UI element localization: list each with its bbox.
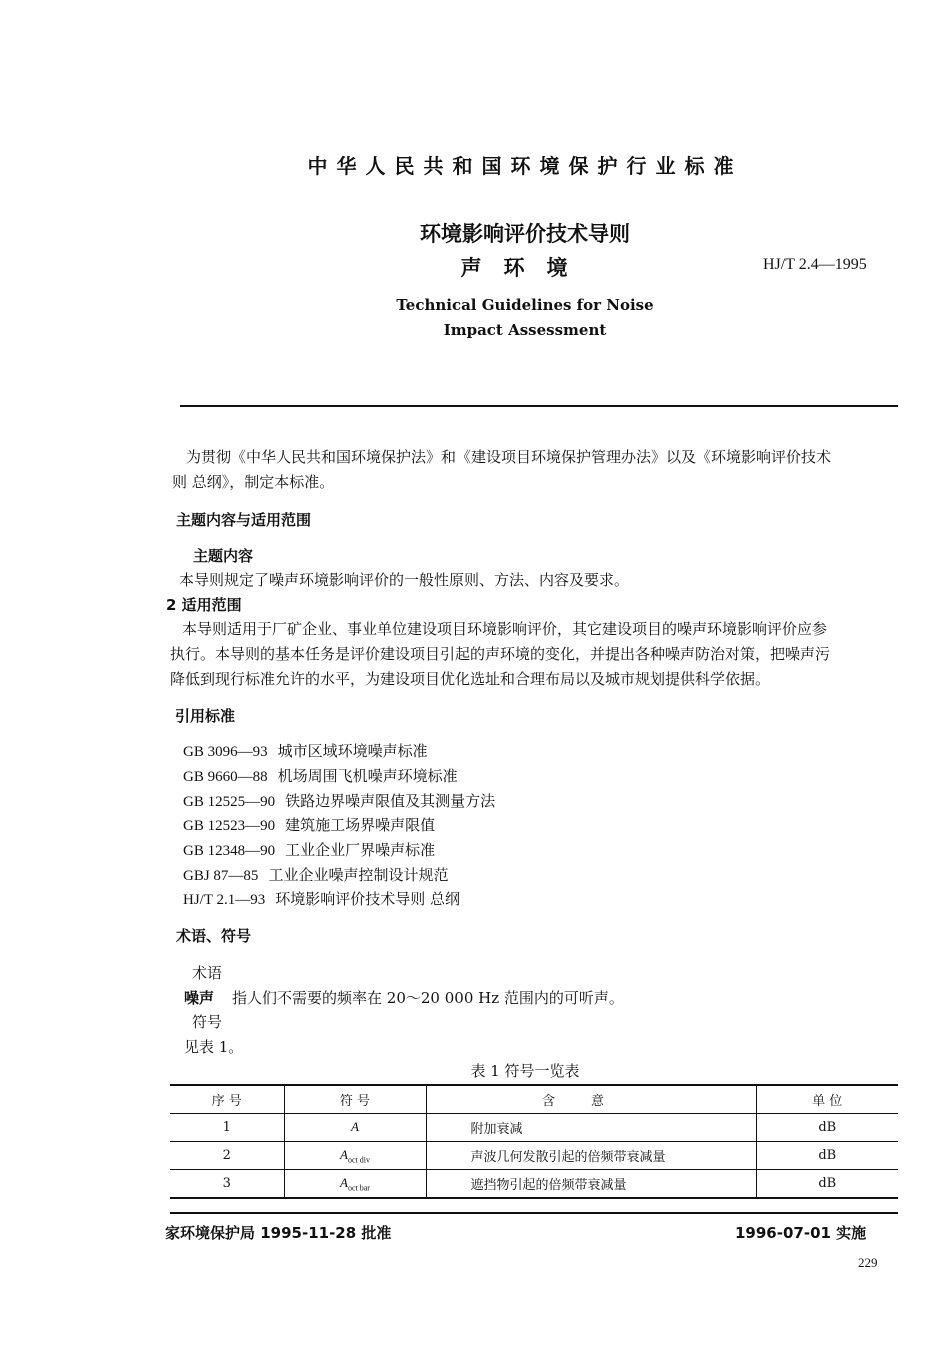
reference-title: 城市区域环境噪声标准	[277, 742, 428, 760]
reference-code: HJ/T 2.1—93	[183, 892, 266, 908]
header-no: 序 号	[211, 1094, 242, 1109]
section1-sub1-text: 本导则规定了噪声环境影响评价的一般性原则、方法、内容及要求。	[179, 571, 630, 589]
table-row	[170, 1170, 898, 1199]
reference-code: GB 9660—88	[183, 769, 268, 785]
table-header-row	[170, 1085, 898, 1114]
intro-line2: 则 总纲》，制定本标准。	[172, 473, 335, 491]
term-heading: 术语	[192, 964, 223, 982]
header-unit: 单 位	[756, 1085, 898, 1114]
standard-number: HJ/T 2.4—1995	[763, 256, 867, 273]
reference-title: 工业企业噪声控制设计规范	[268, 866, 449, 884]
reference-item	[183, 888, 460, 909]
reference-code: GB 12348—90	[183, 843, 276, 859]
cell-symbol: $A_{oct div}$	[284, 1142, 426, 1170]
document-title: 环境影响评价技术导则	[420, 222, 630, 246]
symbol-reference: 见表 1。	[184, 1038, 244, 1056]
section1-sub2-line3: 降低到现行标准允许的水平，为建设项目优化选址和合理布局以及城市规划提供科学依据。	[170, 670, 771, 688]
page-number: 229	[858, 1255, 878, 1270]
cell-meaning: 附加衰减	[426, 1114, 756, 1142]
section1-sub2-heading: 2 适用范围	[166, 596, 242, 614]
header-symbol: 符 号	[284, 1085, 426, 1114]
reference-item	[183, 839, 435, 860]
reference-code: GB 3096—93	[183, 744, 268, 760]
reference-title: 环境影响评价技术导则 总纲	[275, 890, 461, 908]
symbol-heading: 符号	[192, 1013, 223, 1031]
reference-code: GB 12523—90	[183, 818, 276, 834]
reference-item	[183, 765, 458, 786]
section1-heading: 主题内容与适用范围	[176, 511, 312, 529]
reference-item	[183, 790, 495, 811]
cell-symbol: A	[284, 1114, 426, 1142]
symbol-table	[170, 1084, 898, 1199]
term-entry	[184, 987, 624, 1008]
table-caption: 表 1 符号一览表	[470, 1062, 580, 1080]
reference-item	[183, 864, 448, 885]
reference-title: 机场周围飞机噪声环境标准	[277, 767, 458, 785]
cell-symbol: $A_{oct bar}$	[284, 1170, 426, 1199]
cell-meaning: 遮挡物引起的倍频带衰减量	[426, 1170, 756, 1199]
header-meaning: 含意	[426, 1085, 756, 1114]
cell-meaning: 声波几何发散引起的倍频带衰减量	[426, 1142, 756, 1170]
reference-code: GB 12525—90	[183, 794, 276, 810]
effective-date: 1996-07-01 实施	[735, 1224, 867, 1242]
table-row	[170, 1114, 898, 1142]
cell-no: 2	[222, 1148, 231, 1163]
reference-item	[183, 814, 435, 835]
section2-heading: 引用标准	[175, 707, 236, 725]
reference-title: 铁路边界噪声限值及其测量方法	[285, 792, 496, 810]
reference-title: 建筑施工场界噪声限值	[285, 816, 436, 834]
reference-title: 工业企业厂界噪声标准	[285, 841, 436, 859]
intro-line1: 为贯彻《中华人民共和国环境保护法》和《建设项目环境保护管理办法》以及《环境影响评价技术	[186, 448, 832, 466]
document-subtitle: 声环境	[460, 256, 590, 280]
approval-line: 家环境保护局 1995-11-28 批准	[165, 1224, 392, 1242]
english-title-line1: Technical Guidelines for Noise	[396, 296, 654, 314]
header-divider	[180, 405, 898, 407]
section1-sub2-line2: 执行。本导则的基本任务是评价建设项目引起的声环境的变化，并提出各种噪声防治对策，把噪声污	[170, 645, 831, 663]
english-title-line2: Impact Assessment	[443, 321, 607, 339]
section1-sub2-line1: 本导则适用于厂矿企业、事业单位建设项目环境影响评价，其它建设项目的噪声环境影响评价应参	[182, 620, 828, 638]
cell-no: 1	[222, 1120, 231, 1135]
section3-heading: 术语、符号	[176, 927, 252, 945]
section1-sub1-heading: 主题内容	[193, 547, 254, 565]
cell-unit: dB	[756, 1142, 898, 1170]
term-definition: 指人们不需要的频率在 20～20 000 Hz 范围内的可听声。	[232, 989, 624, 1007]
cell-unit: dB	[756, 1170, 898, 1199]
cell-unit: dB	[756, 1114, 898, 1142]
table-row	[170, 1142, 898, 1170]
term-name: 噪声	[184, 989, 215, 1007]
cell-no: 3	[222, 1176, 231, 1191]
reference-code: GBJ 87—85	[183, 868, 259, 884]
reference-item	[183, 740, 428, 761]
org-title: 中华人民共和国环境保护行业标准	[307, 154, 743, 178]
footer-divider	[170, 1212, 898, 1214]
